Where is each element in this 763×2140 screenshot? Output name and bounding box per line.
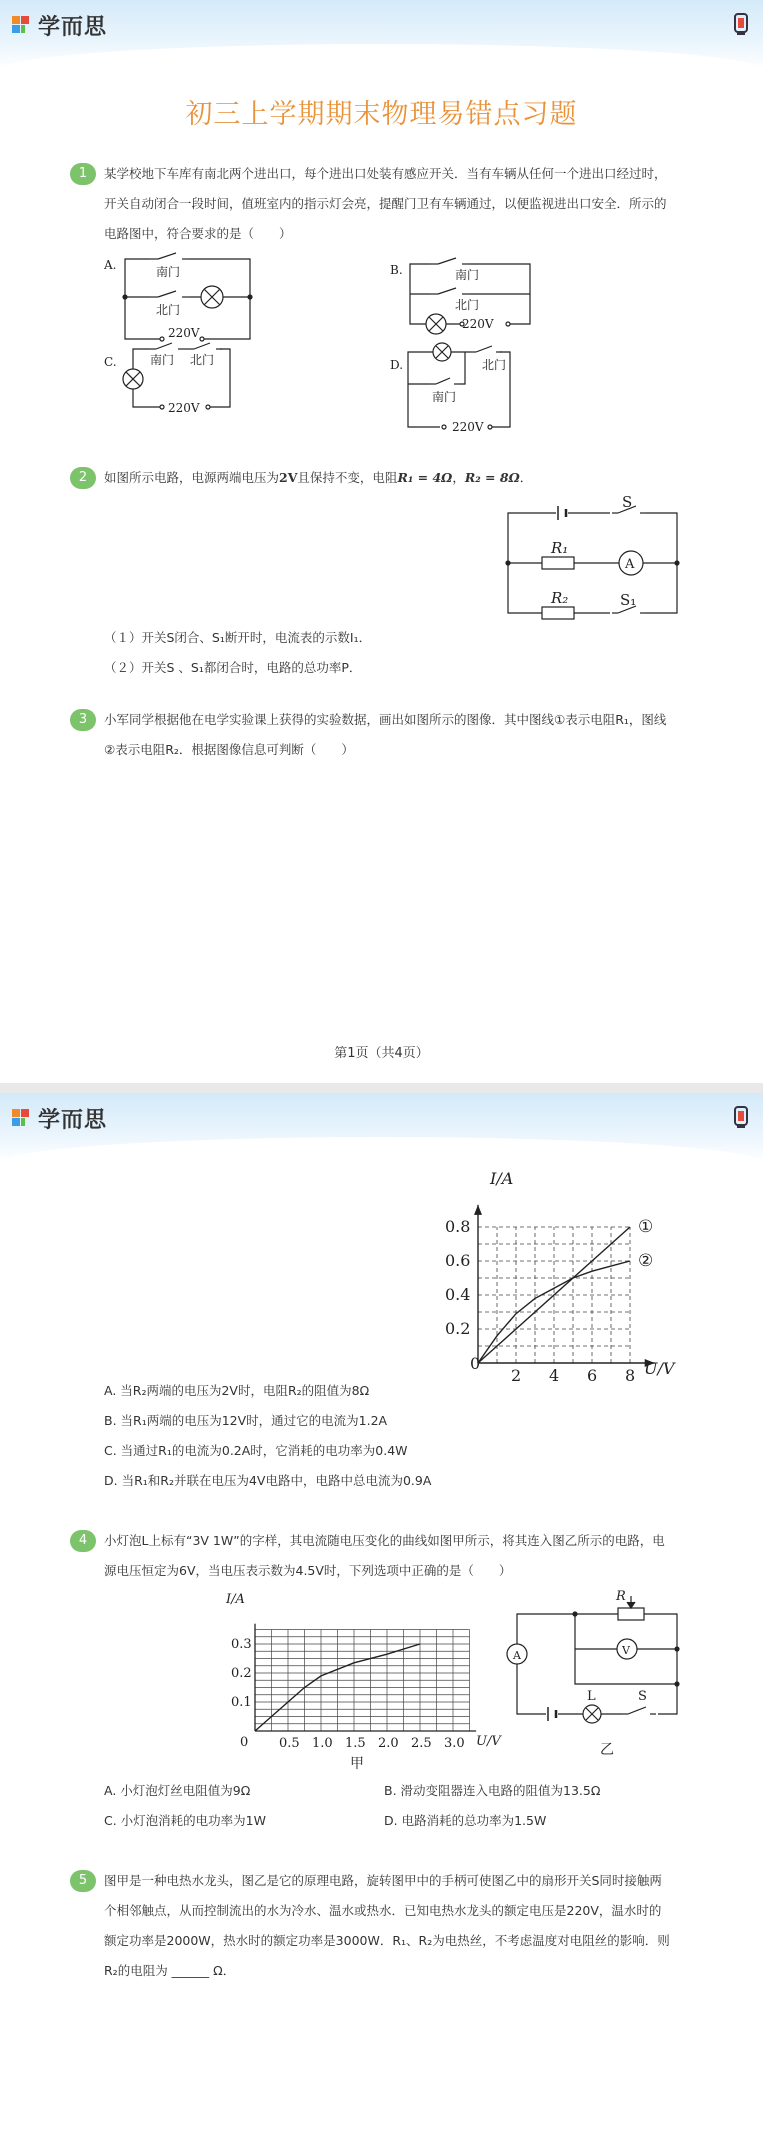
page-header — [0, 0, 763, 70]
doc-title: 初三上学期期末物理易错点习题 — [185, 99, 578, 130]
voltage-label: 220V — [462, 317, 494, 331]
x-tick-label: 2.0 — [378, 1736, 399, 1751]
question-2 — [0, 463, 763, 493]
question-text: 某学校地下车库有南北两个进出口，每个进出口处装有感应开关．当有车辆从任何一个进出口经过时，开关自动闭合一段时间，值班室内的指示灯会亮，提醒门卫有车辆通过，以便监视进出口安全．所示的电路图中，符合要求的是（ ） — [104, 166, 667, 241]
question-number: 1 — [70, 163, 96, 185]
voltmeter-label: V — [622, 1644, 630, 1657]
voltage-label: 220V — [168, 401, 200, 415]
y-tick-label: 0.8 — [445, 1217, 471, 1236]
series-label: ② — [638, 1251, 654, 1271]
switch-label: S — [638, 1689, 647, 1704]
q4-option-b: B. 滑动变阻器连入电路的阻值为13.5Ω — [384, 1783, 601, 1798]
x-tick-label: 4 — [549, 1366, 560, 1385]
rheostat-label: R — [616, 1589, 626, 1604]
x-tick-label: 1.5 — [345, 1736, 366, 1751]
x-tick-label: 6 — [587, 1366, 598, 1385]
south-gate-label: 南门 — [156, 265, 181, 279]
q4-option-d: D. 电路消耗的总功率为1.5W — [384, 1813, 547, 1828]
logo-text: 学而思 — [38, 15, 108, 40]
south-gate-label: 南门 — [455, 268, 480, 282]
y-tick-label: 0.2 — [445, 1319, 471, 1338]
page-footer: 第1页（共4页） — [334, 1046, 429, 1061]
r1-label: R₁ — [551, 539, 569, 557]
voltage-label: 220V — [168, 326, 200, 340]
x-axis-label: U/V — [476, 1734, 501, 1749]
question-1 — [0, 159, 763, 249]
voltage-value: 2V — [279, 470, 298, 485]
ammeter-label: A — [513, 1649, 521, 1662]
r2-label: R₂ — [551, 589, 569, 607]
x-tick-label: 2.5 — [411, 1736, 432, 1751]
north-gate-label: 北门 — [455, 298, 480, 312]
y-axis-arrow — [474, 1205, 482, 1215]
figure-a-caption: 甲 — [350, 1756, 364, 1772]
north-gate-label: 北门 — [482, 358, 507, 372]
q2-subquestion-2: （２）开关S 、S₁都闭合时，电路的总功率P． — [104, 660, 362, 675]
question-text: 小灯泡L上标有“3V 1W”的字样，其电流随电压变化的曲线如图甲所示，将其连入图乙所示的电路，电源电压恒定为6V，当电压表示数为4.5V时，下列选项中正确的是（ ） — [104, 1533, 665, 1578]
separator: ， — [452, 470, 465, 485]
question-text: 如图所示电路，电源两端电压为 — [104, 470, 280, 485]
page-2 — [0, 1093, 763, 2140]
y-tick-label: 0.4 — [445, 1285, 471, 1304]
y-tick-label: 0.1 — [231, 1695, 252, 1710]
origin-label: 0 — [470, 1354, 481, 1373]
y-tick-label: 0.2 — [231, 1666, 252, 1681]
lamp-label: L — [587, 1689, 596, 1704]
question-text: 小军同学根据他在电学实验课上获得的实验数据，画出如图所示的图像．其中图线①表示电阻R₁，图线②表示电阻R₂．根据图像信息可判断（ ） — [104, 712, 667, 757]
question-number: 4 — [70, 1530, 96, 1552]
q3-graph — [0, 1163, 763, 1388]
q4-option-c: C. 小灯泡消耗的电功率为1W — [104, 1813, 266, 1828]
y-axis-label: I/A — [226, 1592, 245, 1607]
x-tick-label: 8 — [625, 1366, 636, 1385]
q2-circuit — [0, 493, 763, 623]
lamp-icon — [733, 12, 749, 36]
logo-mark-icon — [12, 1109, 32, 1129]
page-header — [0, 1093, 763, 1163]
lamp-icon — [733, 1105, 749, 1129]
period: ． — [519, 470, 533, 485]
question-4 — [0, 1526, 763, 1586]
x-axis-label: U/V — [644, 1359, 675, 1378]
series-label: ① — [638, 1217, 654, 1237]
option-d-label: D. — [390, 358, 404, 372]
r1-value: R₁ = 4Ω — [397, 470, 453, 485]
y-tick-label: 0.6 — [445, 1251, 471, 1270]
y-tick-label: 0.3 — [231, 1637, 252, 1652]
x-tick-label: 3.0 — [444, 1736, 465, 1751]
switch-s-label: S — [622, 493, 633, 511]
option-c-label: C. — [104, 355, 117, 369]
option-a-label: A. — [104, 258, 117, 272]
x-tick-label: 0.5 — [279, 1736, 300, 1751]
brand-logo — [12, 10, 107, 41]
q2-subquestion-1: （１）开关S闭合、S₁断开时，电流表的示数I₁． — [104, 630, 372, 645]
y-axis-label: I/A — [490, 1169, 514, 1188]
x-tick-label: 1.0 — [312, 1736, 333, 1751]
question-number: 3 — [70, 709, 96, 731]
logo-text: 学而思 — [38, 1108, 108, 1133]
q3-option-d: D. 当R₁和R₂并联在电压为4V电路中，电路中总电流为0.9A — [104, 1473, 432, 1488]
q4-option-a: A. 小灯泡灯丝电阻值为9Ω — [104, 1783, 251, 1798]
q3-option-c: C. 当通过R₁的电流为0.2A时，它消耗的电功率为0.4W — [104, 1443, 408, 1458]
question-text: 图甲是一种电热水龙头，图乙是它的原理电路，旋转图甲中的手柄可使图乙中的扇形开关S同时接触两个相邻触点，从而控制流出的水为冷水、温水或热水．已知电热水龙头的额定电压是220V，温水时的额定功率是2000W，热水时的额定功率是3000W．R₁、R₂为电热丝，不考虑温度对电阻丝的影响．则R₂的电阻为 ______ Ω． — [104, 1873, 670, 1978]
q4-figures — [0, 1586, 763, 1776]
x-tick-label: 2 — [511, 1366, 522, 1385]
r2-value: R₂ = 8Ω — [464, 470, 520, 485]
north-gate-label: 北门 — [190, 353, 215, 367]
option-b-label: B. — [390, 263, 403, 277]
origin-label: 0 — [240, 1735, 249, 1750]
question-5 — [0, 1866, 763, 1986]
question-3 — [0, 705, 763, 765]
north-gate-label: 北门 — [156, 303, 181, 317]
question-number: 5 — [70, 1870, 96, 1892]
question-text: 且保持不变，电阻 — [297, 470, 398, 485]
south-gate-label: 南门 — [432, 390, 457, 404]
question-number: 2 — [70, 467, 96, 489]
south-gate-label: 南门 — [150, 353, 175, 367]
voltage-label: 220V — [452, 420, 484, 434]
logo-mark-icon — [12, 16, 32, 36]
switch-s1-label: S₁ — [620, 591, 637, 609]
figure-b-caption: 乙 — [600, 1742, 614, 1758]
q3-option-b: B. 当R₁两端的电压为12V时，通过它的电流为1.2A — [104, 1413, 388, 1428]
brand-logo — [12, 1103, 107, 1134]
ammeter-label: A — [625, 557, 635, 572]
q1-circuits — [0, 249, 763, 449]
q3-option-a: A. 当R₂两端的电压为2V时，电阻R₂的阻值为8Ω — [104, 1383, 370, 1398]
